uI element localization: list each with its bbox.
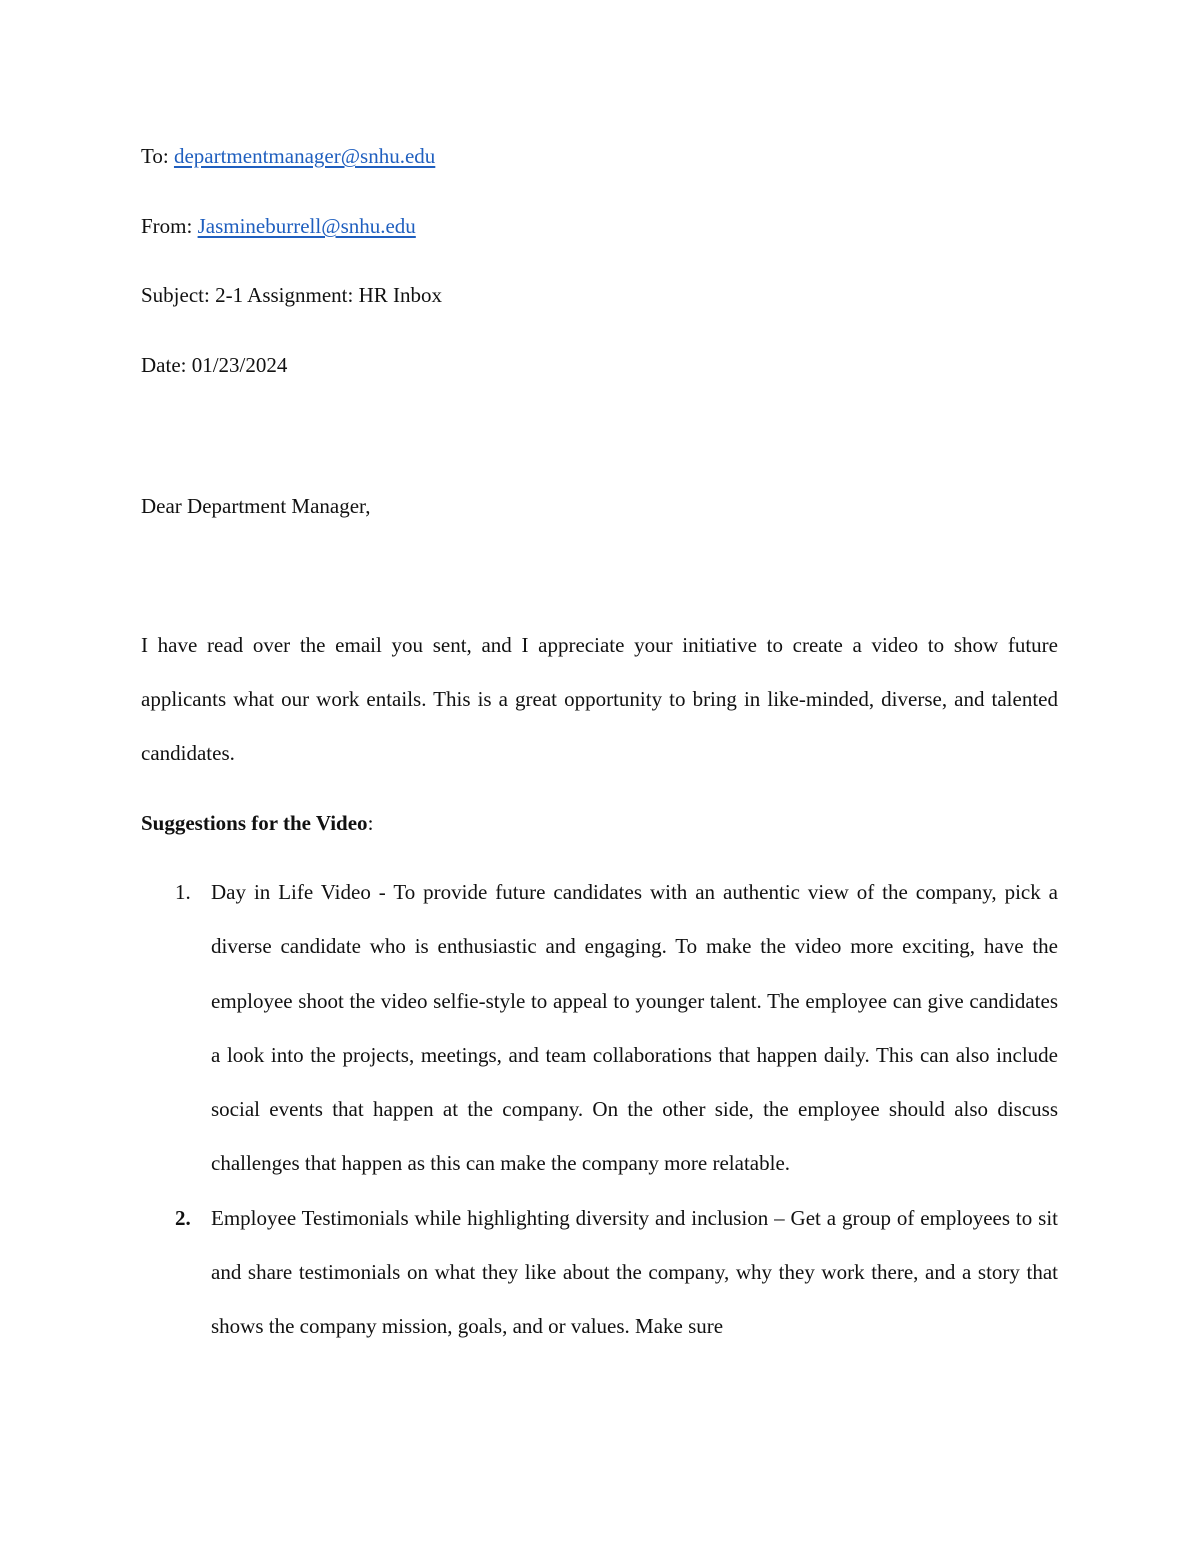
- list-item-text: Day in Life Video - To provide future candidates with an authentic view of the company, pick a diverse candidate who is enthusiastic and engaging. To make the video more exciting, have the employee shoot the video selfie-style to appeal to younger talent. The employee can give candidates a look into the projects, meetings, and team collaborations that happen daily. This can also include social events that happen at the company. On the other side, the employee should also discuss challenges that happen as this can make the company more relatable.: [211, 880, 1058, 1176]
- from-email-link[interactable]: Jasmineburrell@snhu.edu: [197, 214, 416, 238]
- from-label: From:: [141, 214, 193, 238]
- suggestions-heading-suffix: :: [367, 811, 374, 835]
- list-item: [141, 1191, 1058, 1354]
- suggestions-list: [141, 865, 1058, 1354]
- list-item-number: 2.: [175, 1205, 191, 1230]
- date-line: Date: 01/23/2024: [141, 353, 288, 377]
- to-line: [141, 142, 435, 170]
- list-item-text: Employee Testimonials while highlighting diversity and inclusion – Get a group of employees to sit and share testimonials on what they like about the company, why they work there, and a story that shows the company mission, goals, and or values. Make sure: [211, 1205, 1058, 1339]
- intro-paragraph: I have read over the email you sent, and I appreciate your initiative to create a video to show future applicants what our work entails. This is a great opportunity to bring in like-minded, diverse, and talented candidates.: [141, 633, 1058, 765]
- list-item: [141, 865, 1058, 1191]
- to-email-link[interactable]: departmentmanager@snhu.edu: [173, 144, 436, 168]
- subject-line: Subject: 2-1 Assignment: HR Inbox: [141, 283, 442, 307]
- list-item-number: 1.: [175, 880, 191, 904]
- suggestions-heading: [141, 809, 373, 837]
- from-line: [141, 212, 416, 240]
- suggestions-heading-text: Suggestions for the Video: [141, 811, 368, 835]
- salutation: Dear Department Manager,: [141, 494, 371, 518]
- to-label: To:: [141, 144, 169, 168]
